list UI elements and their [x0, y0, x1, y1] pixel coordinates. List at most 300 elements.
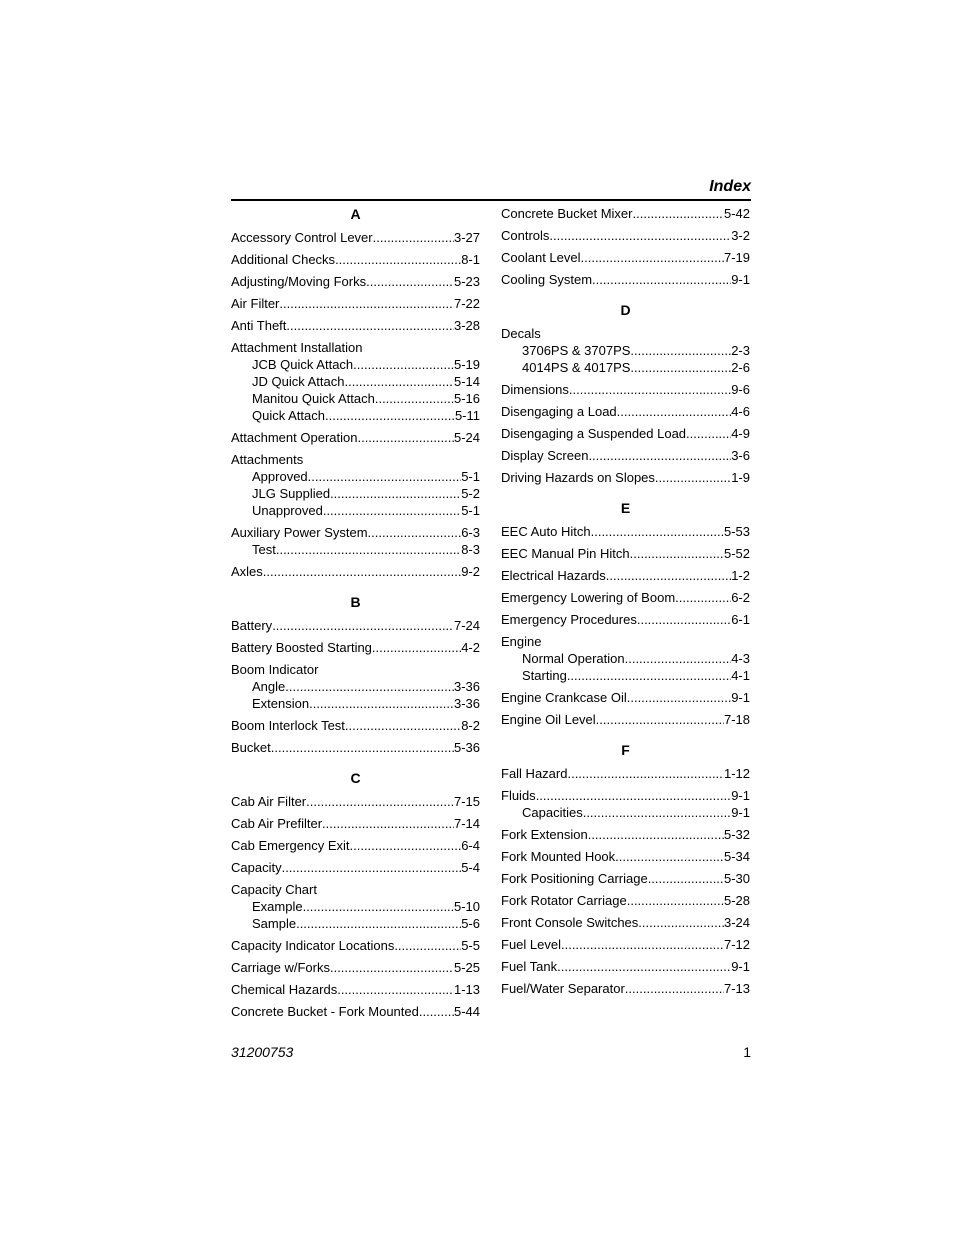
index-group [501, 523, 750, 540]
index-entry [501, 848, 750, 865]
entry-page: 8-1 [461, 252, 480, 267]
index-entry [231, 317, 480, 334]
entry-page: 5-1 [461, 503, 480, 518]
index-entry [501, 325, 750, 342]
entry-page: 5-53 [723, 524, 750, 539]
index-group [501, 381, 750, 398]
index-group [501, 249, 750, 266]
entry-page: 7-13 [723, 981, 750, 996]
index-group [231, 837, 480, 854]
entry-page: 7-19 [723, 250, 750, 265]
index-group [231, 793, 480, 810]
entry-title: Anti Theft [231, 318, 287, 333]
document-number: 31200753 [231, 1044, 294, 1060]
dot-leader [309, 695, 454, 712]
index-group [501, 711, 750, 728]
index-entry [231, 837, 480, 854]
dot-leader [637, 611, 731, 628]
index-group [231, 639, 480, 656]
index-entry [501, 447, 750, 464]
index-group [231, 563, 480, 580]
entry-page: 5-28 [723, 893, 750, 908]
entry-title: Battery Boosted Starting [231, 640, 372, 655]
entry-page: 4-2 [461, 640, 480, 655]
dot-leader [394, 937, 461, 954]
index-entry [231, 429, 480, 446]
dot-leader [581, 249, 724, 266]
index-subentry [231, 485, 480, 502]
dot-leader [625, 650, 732, 667]
entry-title: Manitou Quick Attach [252, 391, 375, 406]
dot-leader [630, 545, 724, 562]
entry-page: 2-3 [731, 343, 750, 358]
index-group [501, 826, 750, 843]
dot-leader [606, 567, 731, 584]
entry-page: 3-36 [453, 696, 480, 711]
dot-leader [350, 837, 462, 854]
dot-leader [375, 390, 454, 407]
dot-leader [282, 859, 462, 876]
index-entry [501, 711, 750, 728]
entry-page: 5-1 [461, 469, 480, 484]
dot-leader [596, 711, 724, 728]
entry-page: 5-2 [461, 486, 480, 501]
index-entry [231, 859, 480, 876]
index-group [231, 451, 480, 519]
entry-page: 5-14 [453, 374, 480, 389]
entry-page: 3-36 [453, 679, 480, 694]
index-group [231, 617, 480, 634]
dot-leader [306, 793, 454, 810]
entry-title: Decals [501, 326, 541, 341]
index-group [231, 859, 480, 876]
entry-title: Fuel Tank [501, 959, 558, 974]
entry-title: Concrete Bucket - Fork Mounted [231, 1004, 419, 1019]
index-entry [231, 251, 480, 268]
entry-title: Boom Interlock Test [231, 718, 345, 733]
index-entry [501, 249, 750, 266]
index-entry [501, 425, 750, 442]
index-entry [501, 403, 750, 420]
entry-title: Cab Air Filter [231, 794, 307, 809]
entry-page: 8-2 [461, 718, 480, 733]
index-entry [231, 295, 480, 312]
index-group [231, 815, 480, 832]
entry-page: 5-10 [453, 899, 480, 914]
index-entry [231, 717, 480, 734]
entry-title: Concrete Bucket Mixer [501, 206, 633, 221]
entry-page: 3-27 [453, 230, 480, 245]
dot-leader [286, 317, 454, 334]
entry-title: Display Screen [501, 448, 589, 463]
index-group [501, 567, 750, 584]
dot-leader [271, 739, 454, 756]
index-group [231, 229, 480, 246]
entry-title: Engine Oil Level [501, 712, 596, 727]
index-entry [231, 1003, 480, 1020]
entry-page: 9-1 [731, 805, 750, 820]
index-subentry [231, 678, 480, 695]
entry-title: Sample [252, 916, 297, 931]
dot-leader [588, 447, 731, 464]
index-entry [231, 451, 480, 468]
entry-page: 5-36 [453, 740, 480, 755]
index-subentry [501, 804, 750, 821]
index-entry [231, 815, 480, 832]
entry-title: Fork Rotator Carriage [501, 893, 627, 908]
dot-leader [373, 229, 454, 246]
entry-page: 3-28 [453, 318, 480, 333]
entry-page: 3-2 [731, 228, 750, 243]
entry-page: 5-6 [461, 916, 480, 931]
entry-title: Approved [252, 469, 308, 484]
dot-leader [285, 678, 454, 695]
index-subentry [231, 468, 480, 485]
dot-leader [419, 1003, 454, 1020]
entry-page: 6-2 [731, 590, 750, 605]
entry-page: 1-2 [731, 568, 750, 583]
entry-title: Unapproved [252, 503, 323, 518]
index-group [501, 469, 750, 486]
entry-title: Cab Emergency Exit [231, 838, 350, 853]
entry-title: Attachment Installation [231, 340, 363, 355]
index-entry [501, 765, 750, 782]
index-entry [501, 567, 750, 584]
dot-leader [627, 689, 731, 706]
dot-leader [368, 524, 462, 541]
index-entry [231, 639, 480, 656]
section-letter: C [350, 770, 361, 786]
index-entry [501, 914, 750, 931]
entry-title: Axles [231, 564, 263, 579]
index-group [501, 589, 750, 606]
entry-page: 3-24 [723, 915, 750, 930]
dot-leader [592, 271, 731, 288]
index-entry [501, 936, 750, 953]
index-subentry [231, 695, 480, 712]
entry-page: 5-24 [453, 430, 480, 445]
entry-page: 5-11 [454, 408, 480, 423]
index-group [231, 524, 480, 558]
index-entry [501, 980, 750, 997]
entry-page: 5-52 [723, 546, 750, 561]
dot-leader [335, 251, 461, 268]
dot-leader [303, 898, 454, 915]
dot-leader [625, 980, 724, 997]
dot-leader [567, 765, 724, 782]
index-entry [501, 205, 750, 222]
entry-title: Angle [252, 679, 286, 694]
dot-leader [549, 227, 731, 244]
index-group [231, 429, 480, 446]
index-subentry [231, 373, 480, 390]
entry-title: Coolant Level [501, 250, 581, 265]
index-subentry [501, 650, 750, 667]
index-group [231, 1003, 480, 1020]
index-group [501, 633, 750, 684]
index-group [231, 317, 480, 334]
entry-page: 9-6 [731, 382, 750, 397]
entry-title: Front Console Switches [501, 915, 639, 930]
entry-title: Quick Attach [252, 408, 325, 423]
dot-leader [279, 295, 454, 312]
index-subentry [231, 541, 480, 558]
entry-title: Additional Checks [231, 252, 336, 267]
dot-leader [675, 589, 731, 606]
entry-title: Engine Crankcase Oil [501, 690, 627, 705]
entry-title: Capacity [231, 860, 282, 875]
entry-title: Battery [231, 618, 273, 633]
index-entry [231, 661, 480, 678]
dot-leader [630, 359, 731, 376]
index-group [231, 251, 480, 268]
dot-leader [308, 468, 462, 485]
section-letter: B [350, 594, 361, 610]
entry-page: 7-24 [453, 618, 480, 633]
section-letter: F [621, 742, 630, 758]
entry-page: 5-16 [453, 391, 480, 406]
index-entry [231, 563, 480, 580]
index-entry [501, 611, 750, 628]
entry-title: Air Filter [231, 296, 280, 311]
index-group [501, 936, 750, 953]
dot-leader [633, 205, 724, 222]
entry-title: Fuel/Water Separator [501, 981, 625, 996]
entry-page: 5-4 [461, 860, 480, 875]
entry-title: Adjusting/Moving Forks [231, 274, 367, 289]
index-group [501, 765, 750, 782]
dot-leader [322, 815, 454, 832]
entry-page: 4-9 [731, 426, 750, 441]
index-group [231, 981, 480, 998]
dot-leader [323, 502, 461, 519]
index-group [231, 739, 480, 756]
index-entry [501, 633, 750, 650]
entry-page: 5-23 [453, 274, 480, 289]
dot-leader [272, 617, 454, 634]
entry-page: 9-1 [731, 272, 750, 287]
index-group [501, 205, 750, 222]
entry-title: Boom Indicator [231, 662, 319, 677]
index-column-right [501, 205, 750, 997]
entry-page: 9-1 [731, 959, 750, 974]
index-entry [231, 881, 480, 898]
entry-title: JCB Quick Attach [252, 357, 354, 372]
index-group [501, 403, 750, 420]
entry-title: Normal Operation [522, 651, 625, 666]
dot-leader [569, 381, 731, 398]
index-entry [231, 981, 480, 998]
entry-page: 6-3 [461, 525, 480, 540]
entry-page: 9-2 [461, 564, 480, 579]
dot-leader [615, 848, 724, 865]
dot-leader [686, 425, 731, 442]
entry-title: Bucket [231, 740, 271, 755]
entry-title: Attachment Operation [231, 430, 358, 445]
entry-title: EEC Manual Pin Hitch [501, 546, 630, 561]
index-group [501, 425, 750, 442]
entry-title: Example [252, 899, 303, 914]
dot-leader [536, 787, 732, 804]
index-subentry [501, 667, 750, 684]
index-entry [501, 870, 750, 887]
index-subentry [501, 342, 750, 359]
entry-page: 5-32 [723, 827, 750, 842]
index-group [231, 339, 480, 424]
index-entry [501, 227, 750, 244]
entry-title: Controls [501, 228, 550, 243]
index-group [231, 661, 480, 712]
dot-leader [561, 936, 724, 953]
index-group [231, 295, 480, 312]
index-entry [501, 689, 750, 706]
entry-title: Capacity Indicator Locations [231, 938, 395, 953]
index-group [501, 980, 750, 997]
index-group [501, 787, 750, 821]
dot-leader [330, 959, 454, 976]
index-column-left [231, 205, 480, 1020]
entry-page: 1-13 [453, 982, 480, 997]
index-entry [231, 339, 480, 356]
entry-page: 7-14 [453, 816, 480, 831]
page-number: 1 [743, 1044, 751, 1060]
dot-leader [345, 717, 461, 734]
header-rule [231, 199, 751, 201]
dot-leader [366, 273, 454, 290]
entry-page: 8-3 [461, 542, 480, 557]
entry-title: Auxiliary Power System [231, 525, 368, 540]
entry-title: Fork Extension [501, 827, 588, 842]
entry-page: 9-1 [731, 690, 750, 705]
entry-title: 3706PS & 3707PS [522, 343, 631, 358]
index-group [501, 689, 750, 706]
index-subentry [231, 407, 480, 424]
page-title: Index [709, 178, 751, 195]
entry-title: Cab Air Prefilter [231, 816, 323, 831]
entry-title: Attachments [231, 452, 304, 467]
entry-page: 7-15 [453, 794, 480, 809]
dot-leader [617, 403, 732, 420]
entry-page: 7-12 [723, 937, 750, 952]
entry-title: Disengaging a Suspended Load [501, 426, 687, 441]
index-group [231, 273, 480, 290]
index-group [231, 959, 480, 976]
dot-leader [296, 915, 461, 932]
entry-title: Fork Mounted Hook [501, 849, 616, 864]
entry-title: JD Quick Attach [252, 374, 345, 389]
dot-leader [655, 469, 731, 486]
index-subentry [231, 356, 480, 373]
entry-page: 7-22 [453, 296, 480, 311]
index-entry [231, 273, 480, 290]
index-group [501, 325, 750, 376]
entry-title: JLG Supplied [252, 486, 331, 501]
entry-title: Emergency Lowering of Boom [501, 590, 676, 605]
section-letter: D [620, 302, 631, 318]
index-group [501, 914, 750, 931]
index-entry [231, 229, 480, 246]
entry-page: 4-1 [731, 668, 750, 683]
entry-title: Accessory Control Lever [231, 230, 373, 245]
entry-page: 5-42 [723, 206, 750, 221]
index-subentry [231, 898, 480, 915]
index-entry [501, 545, 750, 562]
entry-page: 7-18 [723, 712, 750, 727]
index-entry [501, 958, 750, 975]
index-entry [501, 787, 750, 804]
index-group [501, 447, 750, 464]
index-group [231, 881, 480, 932]
index-entry [231, 739, 480, 756]
index-subentry [231, 915, 480, 932]
index-group [501, 870, 750, 887]
entry-title: Fall Hazard [501, 766, 568, 781]
index-group [501, 611, 750, 628]
dot-leader [276, 541, 461, 558]
index-group [501, 545, 750, 562]
entry-page: 4-6 [731, 404, 750, 419]
index-group [501, 848, 750, 865]
entry-title: Capacity Chart [231, 882, 317, 897]
dot-leader [372, 639, 461, 656]
entry-title: Fork Positioning Carriage [501, 871, 648, 886]
entry-page: 6-1 [731, 612, 750, 627]
dot-leader [344, 373, 453, 390]
index-entry [231, 937, 480, 954]
dot-leader [330, 485, 461, 502]
entry-page: 5-34 [723, 849, 750, 864]
entry-title: Test [252, 542, 276, 557]
entry-title: Disengaging a Load [501, 404, 617, 419]
dot-leader [583, 804, 732, 821]
entry-title: EEC Auto Hitch [501, 524, 591, 539]
dot-leader [567, 667, 731, 684]
dot-leader [591, 523, 724, 540]
index-subentry [231, 502, 480, 519]
entry-title: Cooling System [501, 272, 593, 287]
index-group [501, 892, 750, 909]
entry-page: 5-19 [453, 357, 480, 372]
entry-page: 6-4 [461, 838, 480, 853]
index-entry [501, 589, 750, 606]
entry-page: 5-5 [461, 938, 480, 953]
index-entry [501, 826, 750, 843]
entry-title: Emergency Procedures [501, 612, 637, 627]
entry-title: Starting [522, 668, 567, 683]
index-entry [231, 793, 480, 810]
index-group [231, 717, 480, 734]
dot-leader [630, 342, 731, 359]
entry-title: Fuel Level [501, 937, 561, 952]
section-letter: A [350, 206, 361, 222]
dot-leader [263, 563, 461, 580]
index-entry [231, 524, 480, 541]
entry-page: 4-3 [731, 651, 750, 666]
index-entry [231, 959, 480, 976]
section-letter: E [620, 500, 631, 516]
index-entry [501, 271, 750, 288]
dot-leader [627, 892, 724, 909]
entry-page: 5-44 [453, 1004, 480, 1019]
index-subentry [231, 390, 480, 407]
entry-page: 1-12 [723, 766, 750, 781]
dot-leader [638, 914, 724, 931]
dot-leader [588, 826, 724, 843]
entry-page: 5-25 [453, 960, 480, 975]
dot-leader [325, 407, 455, 424]
entry-page: 1-9 [731, 470, 750, 485]
index-entry [501, 469, 750, 486]
